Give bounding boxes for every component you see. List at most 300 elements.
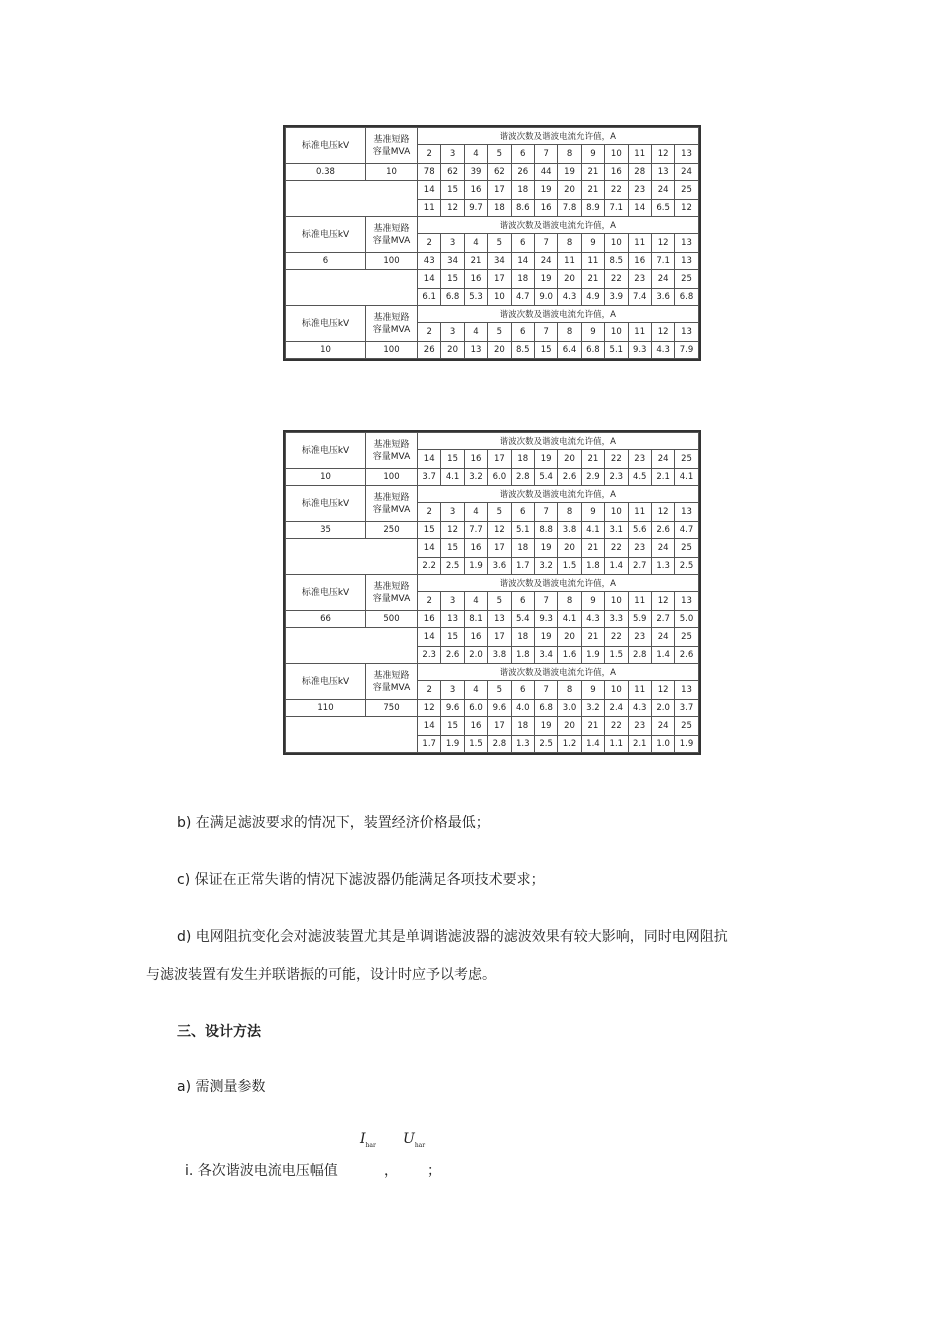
harmonic-order-cell: 7	[534, 323, 557, 342]
harmonic-value-cell: 2.3	[605, 469, 628, 486]
harmonic-value-cell: 1.4	[605, 558, 628, 575]
harmonic-order-cell: 25	[675, 539, 698, 558]
harmonic-value-cell: 1.7	[418, 736, 441, 753]
harmonic-order-cell: 2	[418, 592, 441, 611]
capacity-label-line2: 容量MVA	[372, 235, 411, 246]
harmonic-value-cell: 5.9	[628, 611, 651, 628]
capacity-label-line2: 容量MVA	[372, 504, 411, 515]
harmonic-value-cell: 1.8	[511, 647, 534, 664]
harmonic-order-cell: 17	[488, 270, 511, 289]
harmonic-value-cell: 11	[558, 253, 581, 270]
harmonic-order-cell: 9	[581, 145, 604, 164]
harmonic-order-cell: 2	[418, 234, 441, 253]
harmonic-order-cell: 14	[418, 717, 441, 736]
harmonic-order-cell: 20	[558, 717, 581, 736]
harmonic-value-cell: 11	[581, 253, 604, 270]
harmonic-order-cell: 21	[581, 539, 604, 558]
harmonic-value-cell: 4.7	[675, 522, 698, 539]
harmonic-value-cell: 3.2	[534, 558, 557, 575]
harmonic-order-cell: 23	[628, 181, 651, 200]
harmonic-order-cell: 18	[511, 450, 534, 469]
harmonic-order-cell: 25	[675, 628, 698, 647]
voltage-value: 35	[286, 522, 366, 539]
harmonic-value-cell: 5.4	[511, 611, 534, 628]
harmonic-value-cell: 6.0	[464, 700, 487, 717]
harmonic-order-cell: 14	[418, 181, 441, 200]
capacity-label-line1: 基准短路	[373, 439, 410, 450]
harmonic-value-cell: 2.6	[651, 522, 674, 539]
harmonic-order-cell: 24	[651, 181, 674, 200]
harmonic-value-cell: 1.5	[558, 558, 581, 575]
harmonic-value-cell: 13	[488, 611, 511, 628]
harmonic-order-cell: 21	[581, 628, 604, 647]
harmonic-value-cell: 19	[558, 164, 581, 181]
harmonic-value-cell: 2.8	[511, 469, 534, 486]
harmonic-order-cell: 18	[511, 717, 534, 736]
harmonic-value-cell: 15	[534, 342, 557, 359]
harmonic-value-cell: 3.8	[558, 522, 581, 539]
capacity-label-line1: 基准短路	[373, 312, 410, 323]
harmonic-value-cell: 2.6	[441, 647, 464, 664]
harmonic-order-cell: 11	[628, 503, 651, 522]
harmonic-value-cell: 3.6	[488, 558, 511, 575]
harmonic-value-cell: 9.6	[441, 700, 464, 717]
capacity-header-label	[366, 217, 418, 253]
harmonic-order-cell: 23	[628, 270, 651, 289]
harmonic-order-cell: 3	[441, 503, 464, 522]
harmonic-order-cell: 7	[534, 592, 557, 611]
harmonic-value-cell: 1.5	[605, 647, 628, 664]
item-i: i. 各次谐波电流电压幅值	[185, 1163, 338, 1179]
capacity-header-label	[366, 664, 418, 700]
harmonic-table-2	[283, 430, 701, 755]
harmonic-order-cell: 5	[488, 145, 511, 164]
table-header-row	[286, 217, 699, 234]
harmonic-order-cell: 12	[651, 503, 674, 522]
harmonic-order-cell: 14	[418, 628, 441, 647]
harmonic-value-cell: 3.3	[605, 611, 628, 628]
harmonic-order-cell: 19	[534, 181, 557, 200]
harmonic-order-cell: 19	[534, 270, 557, 289]
harmonic-value-cell: 8.6	[511, 200, 534, 217]
harmonic-order-cell: 25	[675, 717, 698, 736]
harmonic-order-cell: 6	[511, 145, 534, 164]
harmonic-value-cell: 34	[488, 253, 511, 270]
harmonic-order-cell: 5	[488, 323, 511, 342]
harmonic-value-cell: 8.9	[581, 200, 604, 217]
harmonic-order-cell: 11	[628, 592, 651, 611]
harmonic-order-cell: 3	[441, 323, 464, 342]
harmonic-order-cell: 19	[534, 628, 557, 647]
voltage-value: 0.38	[286, 164, 366, 181]
harmonic-order-cell: 20	[558, 270, 581, 289]
harmonic-value-cell: 1.8	[581, 558, 604, 575]
harmonic-order-cell: 12	[651, 681, 674, 700]
capacity-label-line2: 容量MVA	[372, 146, 411, 157]
harmonic-order-cell: 21	[581, 717, 604, 736]
harmonic-value-cell: 62	[488, 164, 511, 181]
harmonic-value-cell: 7.8	[558, 200, 581, 217]
value-row	[286, 342, 699, 359]
harmonic-order-cell: 13	[675, 681, 698, 700]
harmonic-order-cell: 22	[605, 539, 628, 558]
harmonic-value-cell: 2.2	[418, 558, 441, 575]
harmonic-value-cell: 1.4	[581, 736, 604, 753]
harmonic-value-cell: 1.9	[581, 647, 604, 664]
harmonic-order-cell: 3	[441, 681, 464, 700]
harmonic-value-cell: 2.0	[651, 700, 674, 717]
harmonic-order-cell: 23	[628, 717, 651, 736]
current-amplitude-symbol: $I_{har}$	[360, 1131, 376, 1149]
harmonic-order-cell: 9	[581, 681, 604, 700]
harmonic-value-cell: 9.7	[464, 200, 487, 217]
harmonic-order-cell: 12	[651, 592, 674, 611]
harmonic-order-cell: 24	[651, 270, 674, 289]
harmonic-order-cell: 6	[511, 592, 534, 611]
harmonic-value-cell: 3.0	[558, 700, 581, 717]
harmonic-value-cell: 1.2	[558, 736, 581, 753]
harmonic-value-cell: 2.6	[675, 647, 698, 664]
harmonic-value-cell: 9.0	[534, 289, 557, 306]
capacity-label-line2: 容量MVA	[372, 324, 411, 335]
harmonic-order-cell: 22	[605, 450, 628, 469]
harmonic-value-cell: 13	[675, 253, 698, 270]
harmonic-order-cell: 3	[441, 234, 464, 253]
harmonic-order-cell: 15	[441, 628, 464, 647]
harmonic-value-cell: 7.7	[464, 522, 487, 539]
voltage-value: 10	[286, 469, 366, 486]
harmonic-order-cell: 4	[464, 323, 487, 342]
harmonic-order-cell: 17	[488, 450, 511, 469]
harmonic-value-cell: 12	[488, 522, 511, 539]
voltage-header-label: 标准电压kV	[286, 575, 366, 611]
harmonic-value-cell: 1.1	[605, 736, 628, 753]
harmonic-order-cell: 13	[675, 592, 698, 611]
harmonic-value-cell: 1.0	[651, 736, 674, 753]
harmonic-value-cell: 4.9	[581, 289, 604, 306]
harmonic-value-cell: 2.1	[628, 736, 651, 753]
harmonic-value-cell: 2.6	[558, 469, 581, 486]
harmonic-order-cell: 13	[675, 503, 698, 522]
harmonic-order-cell: 16	[464, 628, 487, 647]
harmonic-order-cell: 10	[605, 234, 628, 253]
harmonic-value-cell: 1.9	[464, 558, 487, 575]
harmonic-order-cell: 10	[605, 145, 628, 164]
item-i-semicolon: ；	[427, 1163, 441, 1179]
harmonic-value-cell: 9.6	[488, 700, 511, 717]
harmonic-order-cell: 18	[511, 181, 534, 200]
harmonic-value-cell: 2.5	[675, 558, 698, 575]
harmonic-header-label: 谐波次数及谐波电流允许值，A	[418, 486, 699, 503]
blank-cell	[286, 539, 418, 575]
harmonic-value-cell: 8.5	[605, 253, 628, 270]
harmonic-value-cell: 2.8	[488, 736, 511, 753]
blank-cell	[286, 181, 418, 217]
harmonic-value-cell: 3.4	[534, 647, 557, 664]
harmonic-order-cell: 6	[511, 503, 534, 522]
harmonic-value-cell: 1.4	[651, 647, 674, 664]
voltage-amplitude-symbol: $U_{har}$	[403, 1131, 426, 1149]
value-row	[286, 700, 699, 717]
harmonic-order-cell: 24	[651, 717, 674, 736]
harmonic-order-cell: 4	[464, 681, 487, 700]
voltage-header-label: 标准电压kV	[286, 433, 366, 469]
capacity-header-label	[366, 575, 418, 611]
voltage-value: 110	[286, 700, 366, 717]
harmonic-order-cell: 21	[581, 181, 604, 200]
harmonic-order-cell: 13	[675, 145, 698, 164]
paragraph-c: c) 保证在正常失谐的情况下滤波器仍能满足各项技术要求；	[177, 872, 545, 888]
harmonic-header-label: 谐波次数及谐波电流允许值，A	[418, 664, 699, 681]
harmonic-order-cell: 3	[441, 592, 464, 611]
harmonic-value-cell: 6.0	[488, 469, 511, 486]
harmonic-value-cell: 5.1	[605, 342, 628, 359]
harmonic-value-cell: 1.6	[558, 647, 581, 664]
harmonic-value-cell: 2.8	[628, 647, 651, 664]
harmonic-order-cell: 10	[605, 592, 628, 611]
harmonic-order-cell: 25	[675, 450, 698, 469]
harmonic-value-cell: 10	[488, 289, 511, 306]
harmonic-order-cell: 9	[581, 592, 604, 611]
harmonic-value-cell: 2.0	[464, 647, 487, 664]
harmonic-value-cell: 11	[418, 200, 441, 217]
paragraph-d-line1: d) 电网阻抗变化会对滤波装置尤其是单调谐滤波器的滤波效果有较大影响，同时电网阻抗	[177, 929, 728, 945]
harmonic-value-cell: 5.4	[534, 469, 557, 486]
harmonic-order-cell: 7	[534, 681, 557, 700]
harmonic-order-cell: 6	[511, 234, 534, 253]
harmonic-order-cell: 19	[534, 717, 557, 736]
harmonic-value-cell: 1.5	[464, 736, 487, 753]
harmonic-value-cell: 28	[628, 164, 651, 181]
harmonic-order-cell: 8	[558, 145, 581, 164]
harmonic-value-cell: 4.3	[651, 342, 674, 359]
harmonic-value-cell: 4.0	[511, 700, 534, 717]
paragraph-a: a) 需测量参数	[177, 1079, 266, 1095]
capacity-header-label	[366, 486, 418, 522]
harmonic-order-cell: 11	[628, 145, 651, 164]
table-header-row	[286, 128, 699, 145]
harmonic-value-cell: 1.3	[511, 736, 534, 753]
harmonic-value-cell: 2.4	[605, 700, 628, 717]
table-header-row	[286, 306, 699, 323]
harmonic-order-cell: 4	[464, 592, 487, 611]
harmonic-table-1	[283, 125, 701, 361]
harmonic-order-cell: 22	[605, 717, 628, 736]
voltage-value: 6	[286, 253, 366, 270]
harmonic-value-cell: 24	[534, 253, 557, 270]
harmonic-value-cell: 5.0	[675, 611, 698, 628]
voltage-header-label: 标准电压kV	[286, 217, 366, 253]
harmonic-value-cell: 6.4	[558, 342, 581, 359]
harmonic-order-cell: 22	[605, 270, 628, 289]
harmonic-order-cell: 5	[488, 681, 511, 700]
voltage-header-label: 标准电压kV	[286, 306, 366, 342]
table-header-row	[286, 486, 699, 503]
value-row	[286, 164, 699, 181]
harmonic-order-cell: 17	[488, 628, 511, 647]
harmonic-order-cell: 9	[581, 323, 604, 342]
harmonic-order-cell: 2	[418, 145, 441, 164]
harmonic-value-cell: 24	[675, 164, 698, 181]
capacity-label-line1: 基准短路	[373, 134, 410, 145]
harmonic-order-cell: 9	[581, 503, 604, 522]
harmonic-order-row	[286, 628, 699, 647]
harmonic-value-cell: 78	[418, 164, 441, 181]
harmonic-order-cell: 6	[511, 323, 534, 342]
harmonic-value-cell: 8.8	[534, 522, 557, 539]
harmonic-header-label: 谐波次数及谐波电流允许值，A	[418, 575, 699, 592]
harmonic-order-cell: 12	[651, 323, 674, 342]
harmonic-order-cell: 15	[441, 539, 464, 558]
harmonic-order-cell: 21	[581, 270, 604, 289]
harmonic-order-cell: 16	[464, 539, 487, 558]
harmonic-order-cell: 8	[558, 323, 581, 342]
table-header-row	[286, 575, 699, 592]
harmonic-value-cell: 3.7	[675, 700, 698, 717]
harmonic-value-cell: 14	[628, 200, 651, 217]
harmonic-order-cell: 20	[558, 628, 581, 647]
harmonic-value-cell: 62	[441, 164, 464, 181]
capacity-value: 500	[366, 611, 418, 628]
harmonic-order-cell: 8	[558, 234, 581, 253]
harmonic-order-cell: 8	[558, 503, 581, 522]
harmonic-order-cell: 17	[488, 181, 511, 200]
item-i-comma: ，	[384, 1163, 398, 1179]
harmonic-order-cell: 25	[675, 181, 698, 200]
harmonic-value-cell: 4.7	[511, 289, 534, 306]
harmonic-value-cell: 15	[418, 522, 441, 539]
harmonic-value-cell: 1.9	[441, 736, 464, 753]
harmonic-order-cell: 16	[464, 270, 487, 289]
harmonic-header-label: 谐波次数及谐波电流允许值，A	[418, 128, 699, 145]
harmonic-order-cell: 6	[511, 681, 534, 700]
harmonic-value-cell: 3.1	[605, 522, 628, 539]
harmonic-order-cell: 4	[464, 145, 487, 164]
harmonic-value-cell: 12	[675, 200, 698, 217]
harmonic-value-cell: 13	[441, 611, 464, 628]
harmonic-order-cell: 21	[581, 450, 604, 469]
harmonic-value-cell: 7.1	[605, 200, 628, 217]
section-heading: 三、设计方法	[177, 1024, 261, 1040]
harmonic-order-cell: 16	[464, 450, 487, 469]
harmonic-order-cell: 7	[534, 145, 557, 164]
harmonic-value-cell: 8.5	[511, 342, 534, 359]
harmonic-order-cell: 11	[628, 234, 651, 253]
harmonic-value-cell: 6.1	[418, 289, 441, 306]
harmonic-value-cell: 13	[651, 164, 674, 181]
harmonic-order-cell: 13	[675, 323, 698, 342]
capacity-label-line1: 基准短路	[373, 670, 410, 681]
harmonic-order-row	[286, 539, 699, 558]
harmonic-value-cell: 7.9	[675, 342, 698, 359]
harmonic-header-label: 谐波次数及谐波电流允许值，A	[418, 433, 699, 450]
harmonic-order-cell: 4	[464, 503, 487, 522]
harmonic-order-cell: 2	[418, 323, 441, 342]
harmonic-order-cell: 23	[628, 628, 651, 647]
harmonic-value-cell: 4.1	[441, 469, 464, 486]
capacity-header-label	[366, 306, 418, 342]
harmonic-value-cell: 2.5	[534, 736, 557, 753]
harmonic-value-cell: 2.3	[418, 647, 441, 664]
harmonic-value-cell: 7.1	[651, 253, 674, 270]
harmonic-value-cell: 2.1	[651, 469, 674, 486]
harmonic-order-cell: 18	[511, 628, 534, 647]
harmonic-order-cell: 24	[651, 539, 674, 558]
harmonic-value-cell: 20	[488, 342, 511, 359]
capacity-label-line1: 基准短路	[373, 581, 410, 592]
harmonic-value-cell: 2.7	[628, 558, 651, 575]
harmonic-value-cell: 16	[628, 253, 651, 270]
harmonic-value-cell: 34	[441, 253, 464, 270]
blank-cell	[286, 270, 418, 306]
harmonic-order-cell: 10	[605, 323, 628, 342]
harmonic-value-cell: 2.9	[581, 469, 604, 486]
capacity-label-line2: 容量MVA	[372, 593, 411, 604]
harmonic-order-cell: 24	[651, 450, 674, 469]
harmonic-order-cell: 19	[534, 539, 557, 558]
harmonic-value-cell: 3.8	[488, 647, 511, 664]
harmonic-order-row	[286, 270, 699, 289]
harmonic-order-cell: 7	[534, 234, 557, 253]
harmonic-value-cell: 6.8	[581, 342, 604, 359]
harmonic-order-cell: 14	[418, 450, 441, 469]
voltage-header-label: 标准电压kV	[286, 128, 366, 164]
harmonic-value-cell: 3.2	[464, 469, 487, 486]
capacity-header-label	[366, 128, 418, 164]
paragraph-d-line2: 与滤波装置有发生并联谐振的可能，设计时应予以考虑。	[146, 967, 496, 983]
harmonic-value-cell: 4.3	[628, 700, 651, 717]
harmonic-order-cell: 11	[628, 323, 651, 342]
harmonic-value-cell: 7.4	[628, 289, 651, 306]
harmonic-order-cell: 23	[628, 539, 651, 558]
voltage-value: 66	[286, 611, 366, 628]
harmonic-order-cell: 23	[628, 450, 651, 469]
harmonic-value-cell: 4.1	[558, 611, 581, 628]
blank-cell	[286, 717, 418, 753]
harmonic-value-cell: 9.3	[534, 611, 557, 628]
harmonic-order-cell: 16	[464, 181, 487, 200]
capacity-label-line2: 容量MVA	[372, 682, 411, 693]
harmonic-order-cell: 9	[581, 234, 604, 253]
harmonic-value-cell: 2.7	[651, 611, 674, 628]
harmonic-order-cell: 8	[558, 592, 581, 611]
harmonic-value-cell: 20	[441, 342, 464, 359]
harmonic-order-cell: 24	[651, 628, 674, 647]
harmonic-order-cell: 5	[488, 503, 511, 522]
harmonic-value-cell: 21	[464, 253, 487, 270]
harmonic-header-label: 谐波次数及谐波电流允许值，A	[418, 217, 699, 234]
harmonic-value-cell: 6.5	[651, 200, 674, 217]
harmonic-order-cell: 5	[488, 234, 511, 253]
harmonic-value-cell: 9.3	[628, 342, 651, 359]
harmonic-value-cell: 13	[464, 342, 487, 359]
harmonic-order-cell: 15	[441, 270, 464, 289]
harmonic-order-cell: 22	[605, 181, 628, 200]
harmonic-order-cell: 22	[605, 628, 628, 647]
harmonic-order-cell: 8	[558, 681, 581, 700]
table-header-row	[286, 433, 699, 450]
paragraph-b: b) 在满足滤波要求的情况下，装置经济价格最低；	[177, 815, 490, 831]
harmonic-order-cell: 25	[675, 270, 698, 289]
harmonic-order-row	[286, 717, 699, 736]
harmonic-value-cell: 26	[418, 342, 441, 359]
harmonic-value-cell: 16	[534, 200, 557, 217]
harmonic-order-cell: 2	[418, 681, 441, 700]
voltage-value: 10	[286, 342, 366, 359]
harmonic-order-cell: 15	[441, 450, 464, 469]
harmonic-header-label: 谐波次数及谐波电流允许值，A	[418, 306, 699, 323]
harmonic-order-cell: 17	[488, 539, 511, 558]
